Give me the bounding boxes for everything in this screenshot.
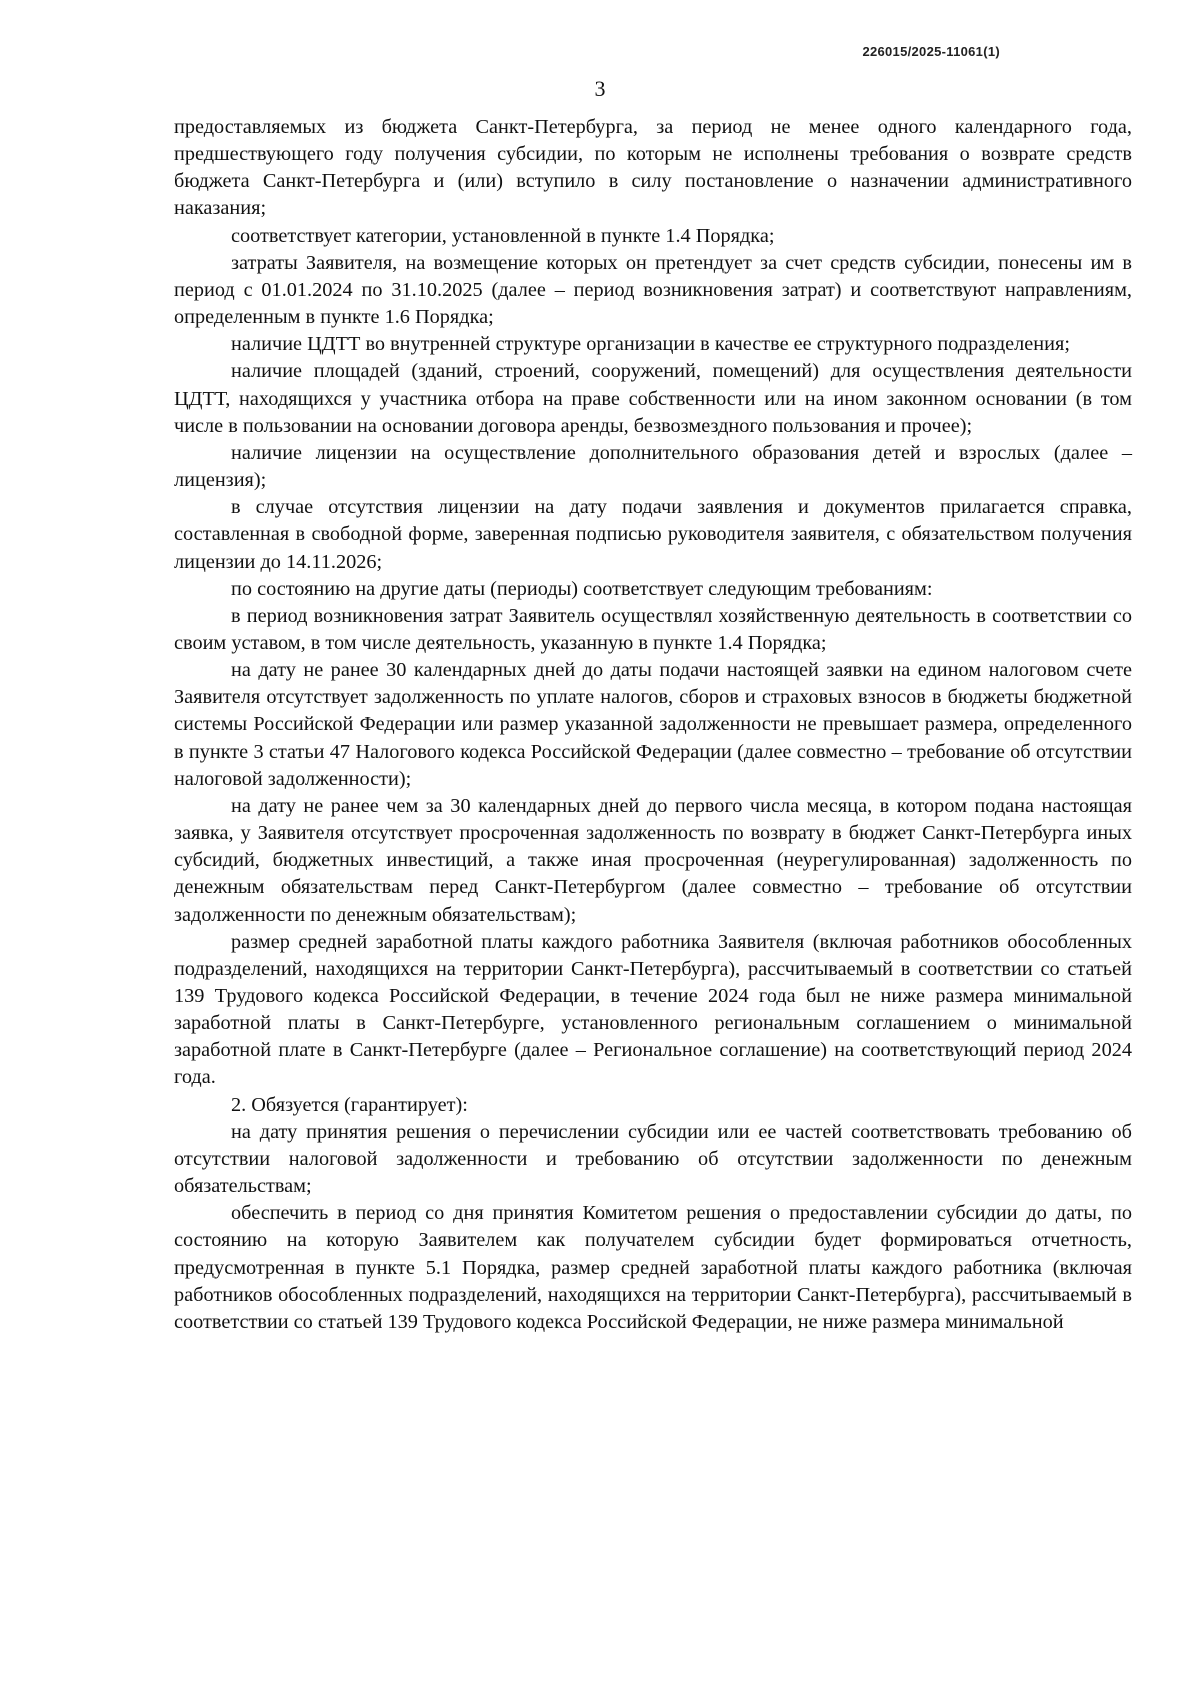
paragraph: в период возникновения затрат Заявитель осуществлял хозяйственную деятельность в соответствии со своим уставом, в том числе деятельность, указанную в пункте 1.4 Порядка;: [174, 604, 1132, 654]
paragraph: на дату принятия решения о перечислении субсидии или ее частей соответствовать требованию об отсутствии налоговой задолженности и требованию об отсутствии задолженности по денежным обязательствам;: [174, 1120, 1132, 1198]
section-heading-obligations: 2. Обязуется (гарантирует):: [231, 1093, 468, 1116]
page-number: 3: [594, 76, 606, 101]
paragraph: затраты Заявителя, на возмещение которых он претендует за счет средств субсидии, понесены им в период с 01.01.2024 по 31.10.2025 (далее – период возникновения затрат) и соответствуют направлениям, определенным в пункте 1.6 Порядка;: [174, 251, 1132, 329]
paragraph: соответствует категории, установленной в пункте 1.4 Порядка;: [231, 224, 775, 247]
paragraph: на дату не ранее чем за 30 календарных дней до первого числа месяца, в котором подана настоящая заявка, у Заявителя отсутствует просроченная задолженность по возврату в бюджет Санкт-Петербурга иных субсидий, бюджетных инвестиций, а также иная просроченная (неурегулированная) задолженность по денежным обязательствам перед Санкт-Петербургом (далее совместно – требование об отсутствии задолженности по денежным обязательствам);: [174, 794, 1132, 926]
paragraph: наличие лицензии на осуществление дополнительного образования детей и взрослых (далее – лицензия);: [174, 441, 1132, 492]
paragraph: наличие ЦДТТ во внутренней структуре организации в качестве ее структурного подразделения;: [231, 333, 1070, 356]
paragraph: в случае отсутствия лицензии на дату подачи заявления и документов прилагается справка, составленная в свободной форме, заверенная подписью руководителя заявителя, с обязательством получения лицензии до 14.11.2026;: [174, 496, 1132, 573]
paragraph: размер средней заработной платы каждого работника Заявителя (включая работников обособленных подразделений, находящихся на территории Санкт-Петербурга), рассчитываемый в соответствии со статьей 139 Трудового кодекса Российской Федерации, в течение 2024 года был не ниже размера минимальной заработной платы в Санкт-Петербурге, установленного региональным соглашением о минимальной заработной плате в Санкт-Петербурге (далее – Региональное соглашение) на соответствующий период 2024 года.: [174, 930, 1132, 1089]
paragraph: наличие площадей (зданий, строений, сооружений, помещений) для осуществления деятельности ЦДТТ, находящихся у участника отбора на праве собственности или на ином законном основании (в том числе в пользовании на основании договора аренды, безвозмездного пользования и прочее);: [174, 360, 1132, 437]
paragraph: на дату не ранее 30 календарных дней до даты подачи настоящей заявки на едином налоговом счете Заявителя отсутствует задолженность по уплате налогов, сборов и страховых взносов в бюджеты бюджетной системы Российской Федерации или размер указанной задолженности не превышает размера, определенного в пункте 3 статьи 47 Налогового кодекса Российской Федерации (далее совместно – требование об отсутствии налоговой задолженности);: [174, 659, 1132, 790]
document-body: [174, 114, 1132, 1336]
paragraph: предоставляемых из бюджета Санкт-Петербурга, за период не менее одного календарного года, предшествующего году получения субсидии, по которым не исполнены требования о возврате средств бюджета Санкт-Петербурга и (или) вступило в силу постановление о назначении административного наказания;: [174, 116, 1132, 220]
paragraph: обеспечить в период со дня принятия Комитетом решения о предоставлении субсидии до даты, по состоянию на которую Заявителем как получателем субсидии будет формироваться отчетность, предусмотренная в пункте 5.1 Порядка, размер средней заработной платы каждого работника (включая работников обособленных подразделений, находящихся на территории Санкт-Петербурга), рассчитываемый в соответствии со статьей 139 Трудового кодекса Российской Федерации, не ниже размера минимальной: [174, 1202, 1132, 1333]
document-registration-number: 226015/2025-11061(1): [862, 44, 1000, 59]
paragraph: по состоянию на другие даты (периоды) соответствует следующим требованиям:: [231, 577, 933, 600]
